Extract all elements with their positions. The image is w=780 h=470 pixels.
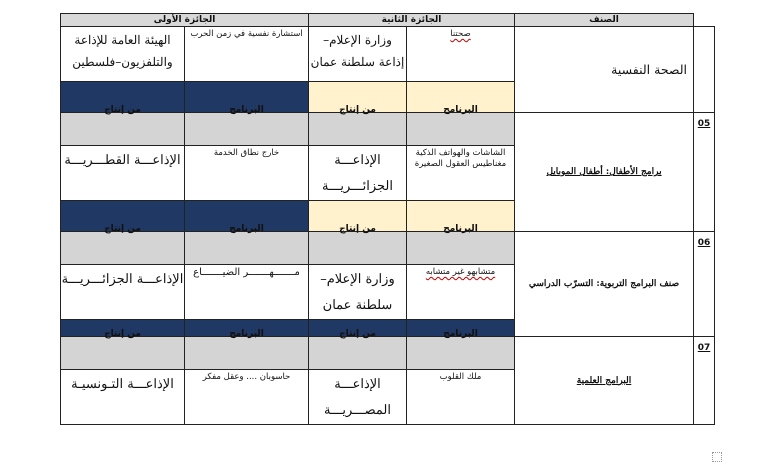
second-program bbox=[407, 27, 515, 82]
subheader-row bbox=[61, 232, 715, 265]
category-header: الصنف bbox=[515, 14, 694, 27]
program-label: البرنامج bbox=[407, 232, 515, 265]
number-cell: 06 bbox=[694, 232, 715, 337]
category-cell bbox=[515, 27, 694, 113]
category-text: البرامج العلمية bbox=[576, 375, 632, 386]
first-producer: الهيئة العامة للإذاعة والتلفزيون–فلسطين bbox=[61, 27, 185, 82]
second-producer: وزارة الإعلام– سلطنة عمان bbox=[309, 265, 407, 320]
category-cell bbox=[515, 113, 694, 232]
first-program: حاسوبان .... وعقل مفكر bbox=[185, 370, 309, 425]
production-label: من إنتاج bbox=[61, 232, 185, 265]
number-cell bbox=[694, 27, 715, 113]
number-cell: 05 bbox=[694, 113, 715, 232]
category-cell bbox=[515, 337, 694, 425]
first-program: استشارة نفسية في زمن الحرب bbox=[185, 27, 309, 82]
subheader-row bbox=[61, 337, 715, 370]
second-program: الشاشات والهواتف الذكية مغناطيس العقول الصغيرة bbox=[407, 146, 515, 201]
second-program: ملك القلوب bbox=[407, 370, 515, 425]
number-header bbox=[694, 14, 715, 27]
resize-handle[interactable] bbox=[712, 452, 722, 462]
header-row bbox=[61, 14, 715, 27]
production-label: من إنتاج bbox=[309, 337, 407, 370]
second-prize-header: الجائزة الثانية bbox=[309, 14, 515, 27]
category-cell bbox=[515, 232, 694, 337]
first-program: خارج نطاق الخدمة bbox=[185, 146, 309, 201]
second-program-text: صحتنا bbox=[450, 29, 471, 39]
production-label: من إنتاج bbox=[61, 337, 185, 370]
second-producer: وزارة الإعلام– إذاعة سلطنة عمان bbox=[309, 27, 407, 82]
first-producer: الإذاعـــة القطـــريـــة bbox=[61, 146, 185, 201]
program-label: البرنامج bbox=[185, 337, 309, 370]
second-producer: الإذاعـــة المصـــريـــة bbox=[309, 370, 407, 425]
subheader-row bbox=[61, 113, 715, 146]
program-label: البرنامج bbox=[185, 232, 309, 265]
category-text: برامج الأطفال: أطفال الموبايل bbox=[546, 167, 662, 177]
first-prize-header: الجائزة الأولى bbox=[61, 14, 309, 27]
second-program-text: متشابهو غير متشابه bbox=[425, 267, 496, 277]
production-label: من إنتاج bbox=[309, 232, 407, 265]
second-program bbox=[407, 265, 515, 320]
first-producer: الإذاعـــة التـونسيـة bbox=[61, 370, 185, 425]
number-cell: 07 bbox=[694, 337, 715, 425]
first-producer: الإذاعـــة الجزائـــريـــة bbox=[61, 265, 185, 320]
production-label: من إنتاج bbox=[309, 113, 407, 146]
program-label: البرنامج bbox=[407, 113, 515, 146]
production-label: من إنتاج bbox=[61, 113, 185, 146]
program-label: البرنامج bbox=[407, 337, 515, 370]
program-label: البرنامج bbox=[185, 113, 309, 146]
table-row bbox=[61, 27, 715, 82]
category-text: صنف البرامج التربوية: التسرّب الدراسي bbox=[528, 279, 680, 289]
category-text: الصحة النفسية bbox=[611, 62, 688, 77]
first-program: مـــــــهـــــــر الضيـــــــاع bbox=[185, 265, 309, 320]
second-producer: الإذاعـــة الجزائـــريـــة bbox=[309, 146, 407, 201]
awards-table bbox=[60, 13, 715, 425]
